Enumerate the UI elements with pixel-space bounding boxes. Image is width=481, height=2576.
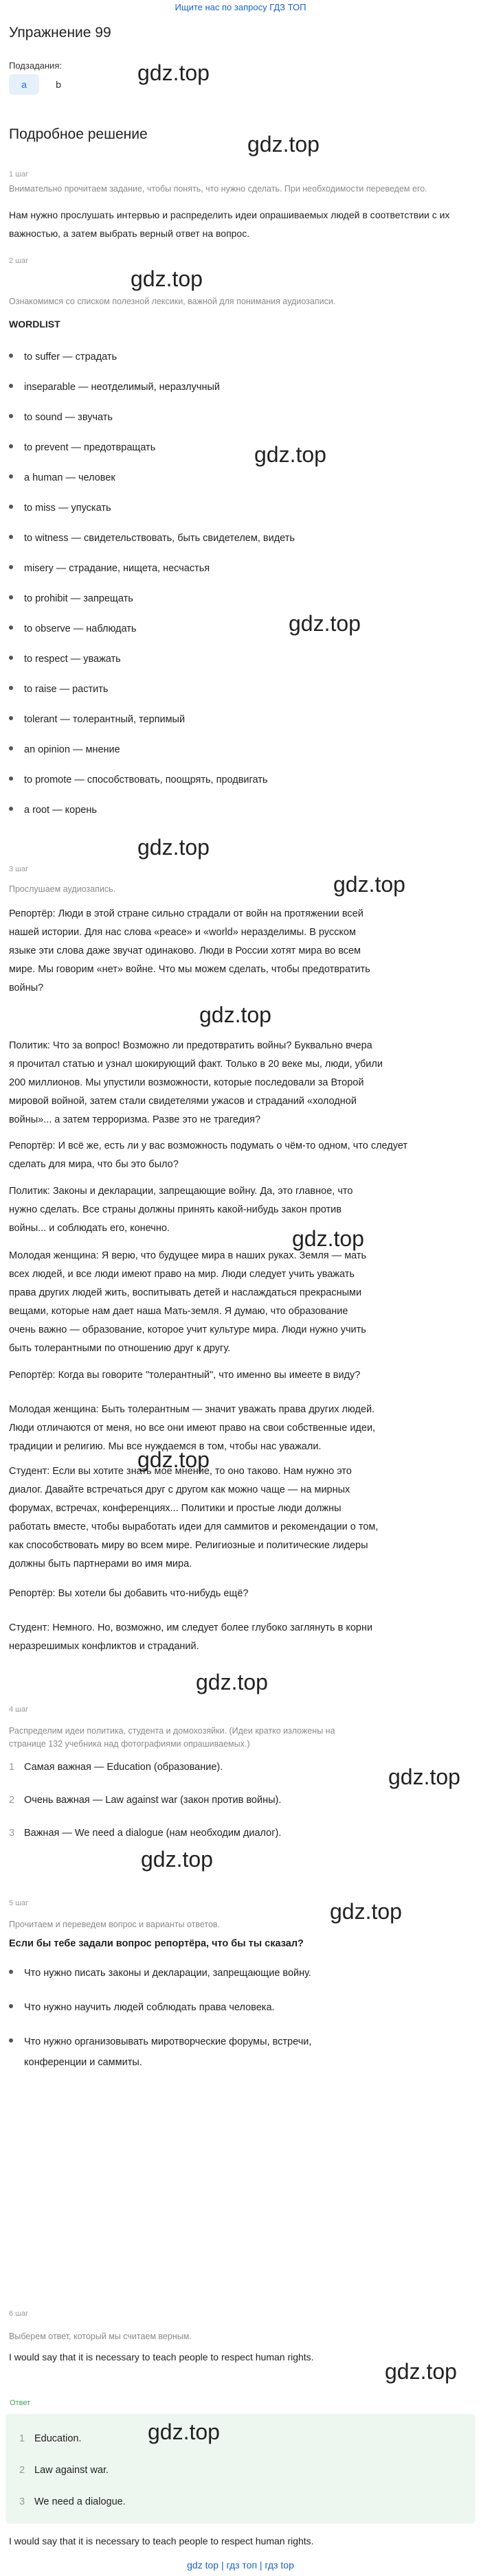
step-text: Нам нужно прослушать интервью и распределить идеи опрашиваемых людей в соответствии с их важностью, а затем выбрать верный ответ на вопрос. (9, 209, 450, 239)
tab-subtask-a[interactable]: a (9, 74, 39, 95)
step-hint: Распределим идеи политика, студента и домохозяйки. (Идеи кратко изложены на странице 132 учебника над фотографиями опрашиваемых.) (9, 1726, 335, 1749)
bullet-icon (9, 414, 13, 418)
list-item: Что нужно организовывать миротворческие форумы, встречи, (9, 2034, 311, 2050)
watermark: gdz.top (131, 266, 203, 291)
bullet-icon (9, 595, 13, 599)
dialogue-young-woman-1: Молодая женщина: Я верю, что будущее мира в наших руках. Земля — мать всех людей, и все люди имеют право на мир. Люди следует учить уважать права других людей жить, воспитывать детей и наслаждаться прекрасными вещами, которые нам дает наша Мать-земля. Я думаю, что образование очень важно — образование, которое учит культуре мира. Люди нужно учить быть толерантными по отношению друг к другу. (9, 1250, 367, 1354)
list-item: Что нужно научить людей соблюдать права человека. (9, 1999, 275, 2016)
bullet-icon (9, 505, 13, 509)
bullet-icon (9, 625, 13, 630)
step-label: 6 шаг (9, 2310, 29, 2318)
list-item: Что нужно писать законы и декларации, запрещающие войну. (9, 1965, 311, 1981)
list-item: 1 Education. (19, 2433, 82, 2444)
bullet-icon (9, 444, 13, 448)
watermark: gdz.top (330, 1899, 402, 1924)
step-label: 5 шаг (9, 1899, 29, 1907)
dialogue-reporter-1: Репортёр: Люди в этой стране сильно страдали от войн на протяжении всей нашей истории. Для нас слова «peace» и «world» неразделимы. В русском языке эти слова даже звучат одинаково. Люди в России хотят мира во всем мире. Мы говорим «нет» войне. Что мы можем сделать, чтобы предотвратить войны? (9, 908, 370, 993)
bullet-icon (9, 777, 13, 781)
list-item: to witness — свидетельствовать, быть свидетелем, видеть (9, 530, 295, 547)
bullet-icon (9, 565, 13, 569)
list-item: 2 Law against war. (19, 2465, 109, 2476)
step-hint: Прослушаем аудиозапись. (9, 884, 116, 894)
watermark: gdz.top (141, 1847, 213, 1872)
watermark: gdz.top (137, 60, 210, 85)
step-text: I would say that it is necessary to teach people to respect human rights. (9, 2351, 314, 2362)
bullet-icon (9, 535, 13, 539)
watermark: gdz.top (148, 2419, 220, 2444)
list-item: to raise — растить (9, 681, 108, 698)
bullet-icon (9, 474, 13, 479)
answer-label: Ответ (10, 2399, 31, 2407)
bullet-icon (9, 686, 13, 690)
wordlist-title: WORDLIST (9, 319, 60, 330)
list-item: to sound — звучать (9, 409, 113, 426)
watermark: gdz.top (292, 1226, 364, 1251)
watermark: gdz.top (385, 2359, 457, 2384)
footer-links[interactable]: gdz top | гдз топ | гдз top (187, 2560, 294, 2571)
dialogue-politician-2: Политик: Законы и декларации, запрещающие войну. Да, это главное, что нужно сделать. Все страны должны принять какой-нибудь закон против войны... и соблюдать его, конечно. (9, 1186, 353, 1234)
watermark: gdz.top (289, 611, 361, 636)
watermark: gdz.top (388, 1764, 460, 1789)
tab-subtask-b[interactable]: b (56, 79, 61, 90)
subtask-tabs (9, 74, 74, 95)
dialogue-reporter-2: Репортёр: И всё же, есть ли у вас возможность подумать о чём-то одном, что следует сделать для мира, что бы это было? (9, 1140, 408, 1170)
list-item: 2 Очень важная — Law against war (закон против войны). (9, 1795, 282, 1806)
step-label: 1 шаг (9, 170, 29, 179)
watermark: gdz.top (254, 442, 326, 467)
list-item: to observe — наблюдать (9, 621, 136, 637)
list-item: to prevent — предотвращать (9, 439, 155, 456)
bullet-icon (9, 656, 13, 660)
question-text: Если бы тебе задали вопрос репортёра, что бы ты сказал? (9, 1938, 304, 1949)
bullet-icon (9, 716, 13, 720)
step-label: 2 шаг (9, 257, 29, 265)
dialogue-student-2: Студент: Немного. Но, возможно, им следует более глубоко заглянуть в корни неразрешимых конфликтов и страданий. (9, 1622, 373, 1652)
bullet-icon (9, 807, 13, 811)
list-item-continued: конференции и саммиты. (24, 2057, 142, 2068)
bullet-icon (9, 384, 13, 388)
watermark: gdz.top (196, 1670, 268, 1694)
bullet-icon (9, 1970, 13, 1974)
watermark: gdz.top (199, 1002, 271, 1027)
list-item: 1 Самая важная — Education (образование). (9, 1762, 223, 1773)
step-hint: Ознакомимся со списком полезной лексики, важной для понимания аудиозаписи. (9, 297, 336, 306)
dialogue-student-1: Студент: Если вы хотите знать мое мнение, то оно таково. Нам нужно это диалог. Давайте встречаться друг с другом как можно чаще — на мирных форумах, встречах, конференциях... Политики и простые люди должны работать вместе, чтобы выработать идеи для саммитов и рекомендации о том, как способствовать миру во всем мире. Религиозные и политические лидеры должны быть партнерами во имя мира. (9, 1466, 379, 1569)
list-item: 3 Важная — We need a dialogue (нам необходим диалог). (9, 1828, 282, 1839)
subtasks-label: Подзадания: (9, 60, 62, 71)
watermark: gdz.top (137, 835, 210, 860)
answer-text: I would say that it is necessary to teach people to respect human rights. (9, 2535, 314, 2546)
bullet-icon (9, 354, 13, 358)
page-title: Упражнение 99 (9, 25, 111, 41)
step-label: 4 шаг (9, 1705, 29, 1714)
step-hint: Выберем ответ, который мы считаем верным. (9, 2332, 192, 2341)
step-hint: Внимательно прочитаем задание, чтобы понять, что нужно сделать. При необходимости переведем его. (9, 184, 427, 194)
list-item: to respect — уважать (9, 651, 121, 667)
promo-banner[interactable]: Ищите нас по запросу ГДЗ ТОП (175, 2, 306, 12)
watermark: gdz.top (137, 1447, 210, 1472)
list-item: to promote — способствовать, поощрять, продвигать (9, 772, 267, 788)
bullet-icon (9, 746, 13, 750)
list-item: to miss — упускать (9, 500, 111, 516)
list-item: to prohibit — запрещать (9, 590, 133, 607)
step-hint: Прочитаем и переведем вопрос и варианты ответов. (9, 1920, 221, 1929)
list-item: inseparable — неотделимый, неразлучный (9, 379, 220, 395)
list-item: tolerant — толерантный, терпимый (9, 711, 185, 728)
watermark: gdz.top (247, 132, 320, 157)
list-item: a human — человек (9, 470, 115, 486)
list-item: an opinion — мнение (9, 741, 120, 758)
bullet-icon (9, 2004, 13, 2008)
dialogue-politician-1: Политик: Что за вопрос! Возможно ли предотвратить войны? Буквально вчера я прочитал статью и узнал шокирующий факт. Только в 20 веке мы, люди, убили 200 миллионов. Мы упустили возможности, которые последовали за Второй мировой войной, затем стали свидетелями ужасов и страданий «холодной войны»... а затем терроризма. Разве это не трагедия? (9, 1040, 383, 1125)
step-label: 3 шаг (9, 865, 29, 873)
list-item: to suffer — страдать (9, 349, 117, 365)
dialogue-reporter-4: Репортёр: Вы хотели бы добавить что-нибудь ещё? (9, 1588, 249, 1599)
list-item: a root — корень (9, 802, 97, 818)
solution-title: Подробное решение (9, 126, 148, 142)
watermark: gdz.top (333, 872, 405, 897)
list-item: misery — страдание, нищета, несчастья (9, 560, 210, 577)
bullet-icon (9, 2038, 13, 2043)
dialogue-young-woman-2: Молодая женщина: Быть толерантным — значит уважать права других людей. Люди отличаются от меня, но все они имеют право на свои собственные идеи, традиции и религию. Мы все нуждаемся в том, чтобы нас уважали. (9, 1404, 376, 1452)
list-item: 3 We need a dialogue. (19, 2496, 126, 2507)
dialogue-reporter-3: Репортёр: Когда вы говорите "толерантный", что именно вы имеете в виду? (9, 1370, 361, 1381)
